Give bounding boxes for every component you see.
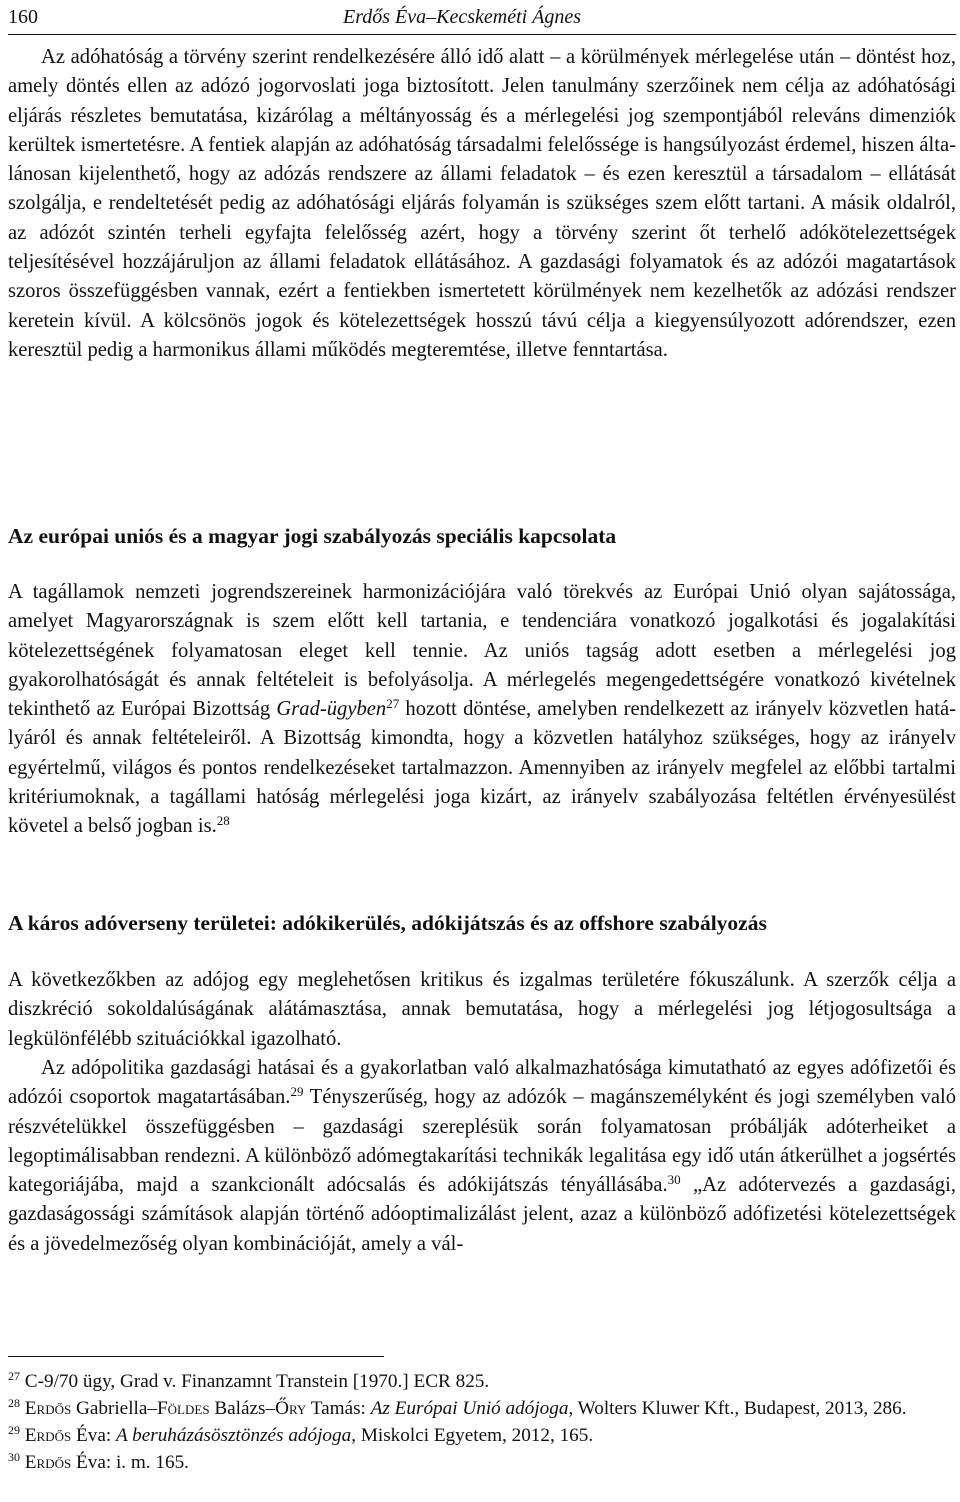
page-number: 160 [8, 6, 38, 28]
paragraph-2-text-a: A tagállamok nemzeti jogrendszereinek harmonizációjára való törekvés az Európai Unió olyan sajátossága, amelyet Magyarországnak is szem előtt kell tartania, e tendenciára vonatkozó jogalkotási és jogalakítási kötelezettségének folyamatosan eleget kell tennie. Az uniós tagság adott esetben a mérlegelési jog gyakorolhatóságát és annak feltételeit is befolyásolja. A mérlegelés megengedettségére vonatkozó kivételnek tekinthető az Európai Bizottság [8, 581, 956, 721]
footnote-text: C-9/70 ügy, Grad v. Finanzamnt Transtein [1970.] ECR 825. [24, 1371, 490, 1392]
paragraph-1: Az adóhatóság a törvény szerint rendelkezésére álló idő alatt – a körülmények mérlegelése után – döntést hoz, amely döntés ellen az adózó jogorvoslati joga biztosított. Jelen tanulmány szerzőinek nem célja az adóhatósági eljárás részletes bemutatása, kizárólag a méltányosság és a mérlegelési jog szempontjából releváns dimenziók kerültek ismertetésre. A fentiek alapján az adóhatóság társadalmi felelőssége is hangsúlyozást érdemel, hiszen általánosan kijelenthető, hogy az adózás rendszere az állami feladatok – és ezen keresztül a társadalom – ellátását szolgálja, e rendeltetését pedig az adóhatósági eljárás folyamán is szükséges szem előtt tartani. A másik oldalról, az adózót szintén terheli egyfajta felelősség azért, hogy a törvény szerint őt terhelő adókötelezettségek teljesítésével hozzájáruljon az állami feladatok ellátásához. A gazdasági folyamatok és az adózói magatartások szoros összefüggésben vannak, ezért a fentiekben ismertetett körülmények nem kezelhetők az adózási rendszer keretein kívül. A kölcsönös jogok és kötelezettségek hosszú távú célja a kiegyensúlyozott adórendszer, ezen keresztül pedig a harmonikus állami működés megteremtése, illetve fenntartása. [8, 46, 956, 361]
paragraph-4-text-c: „Az adótervezés a gazdasági, gazdaságossági számítások alapján történő adóoptimalizálást jelent, azaz a különböző adófizetési kötelezettségek és a jövedelmezőség olyan kombinációját, amely a vál- [8, 1174, 956, 1255]
footnote-number: 28 [8, 1396, 20, 1410]
section-heading-2: A káros adóverseny területei: adókikerülés, adókijátszás és az offshore szabályozás [8, 911, 767, 935]
footnote-separator [8, 1356, 384, 1357]
paragraph-4 [8, 1054, 956, 1259]
footnote-text: Balázs– [209, 1398, 276, 1419]
footnote-number: 30 [8, 1450, 20, 1464]
footnote-author: Erdős [24, 1452, 72, 1473]
footnote-text: Éva: i. m. 165. [71, 1452, 189, 1473]
footnote-ref-29[interactable]: 29 [290, 1084, 304, 1100]
footnote-30 [8, 1449, 956, 1476]
footnote-author: Őry [275, 1398, 307, 1419]
footnote-text: Éva: [71, 1425, 116, 1446]
paragraph-4-text-b: Tényszerűség, hogy az adózók – magánszemélyként és jogi személyben való részvételükkel összefüggésben – gazdasági szereplésük során folyamatosan próbálják adóterheiket a legoptimálisabban rendezni. A különböző adómegtakarítási technikák legalitása egy idő után átkerülhet a jogsértés kategoriájába, majd a szankcionált adócsalás és adókijátszás tényállásába. [8, 1086, 957, 1197]
footnote-ref-27[interactable]: 27 [386, 696, 400, 712]
footnote-number: 29 [8, 1423, 20, 1437]
footnote-27 [8, 1368, 956, 1395]
footnote-text: Gabriella– [71, 1398, 157, 1419]
footnote-author: Erdős [24, 1425, 72, 1446]
footnote-28 [8, 1395, 956, 1422]
footnote-author: Erdős [24, 1398, 72, 1419]
header-rule [8, 34, 956, 35]
section-heading-1: Az európai uniós és a magyar jogi szabályozás speciális kapcsolata [8, 524, 617, 548]
footnote-text: , Miskolci Egyetem, 2012, 165. [351, 1425, 594, 1446]
paragraph-2 [8, 578, 956, 842]
paragraph-4-text-a: Az adópolitika gazdasági hatásai és a gyakorlatban való alkalmazhatósága kimutatható az egyes adófizetői és adózói csoportok magatartásában. [8, 1057, 956, 1109]
footnote-author: Földes [156, 1398, 210, 1419]
footnote-ref-30[interactable]: 30 [667, 1172, 681, 1188]
footnotes [8, 1368, 956, 1476]
footnote-number: 27 [8, 1369, 20, 1383]
footnote-text: , Wolters Kluwer Kft., Budapest, 2013, 286. [568, 1398, 907, 1419]
footnote-book-title: Az Európai Unió adójoga [370, 1398, 569, 1419]
paragraph-2-text-b: hozott döntése, amelyben rendelkezett az irányelv közvetlen hatályáról és annak feltételeiről. A Bizottság kimondta, hogy a közvetlen hatályhoz szükséges, hogy az irányelv egyértelmű, világos és pontos rendelkezéseket tartalmazzon. Amennyiben az irányelv megfelel az előbbi tartalmi kritériumoknak, a tagállami hatóság mérlegelési joga kizárt, az irányelv szabályozása feltétlen érvényesülést követel a belső jogban is. [8, 698, 956, 838]
grad-case-name: Grad-ügyben [276, 698, 387, 721]
page-header [8, 4, 956, 30]
footnote-book-title: A beruházásösztönzés adójoga [115, 1425, 352, 1446]
paragraph-3: A következőkben az adójog egy meglehetősen kritikus és izgalmas területére fókuszálunk. A szerzők célja a diszkréció sokoldalúságának alátámasztása, annak bemutatása, hogy a mérlegelési jog létjogosultsága a legkülönfélébb szituációkkal igazolható. [8, 969, 956, 1050]
footnote-29 [8, 1422, 956, 1449]
running-title: Erdős Éva–Kecskeméti Ágnes [343, 6, 582, 28]
footnote-text: Tamás: [306, 1398, 371, 1419]
footnote-ref-28[interactable]: 28 [216, 813, 230, 829]
